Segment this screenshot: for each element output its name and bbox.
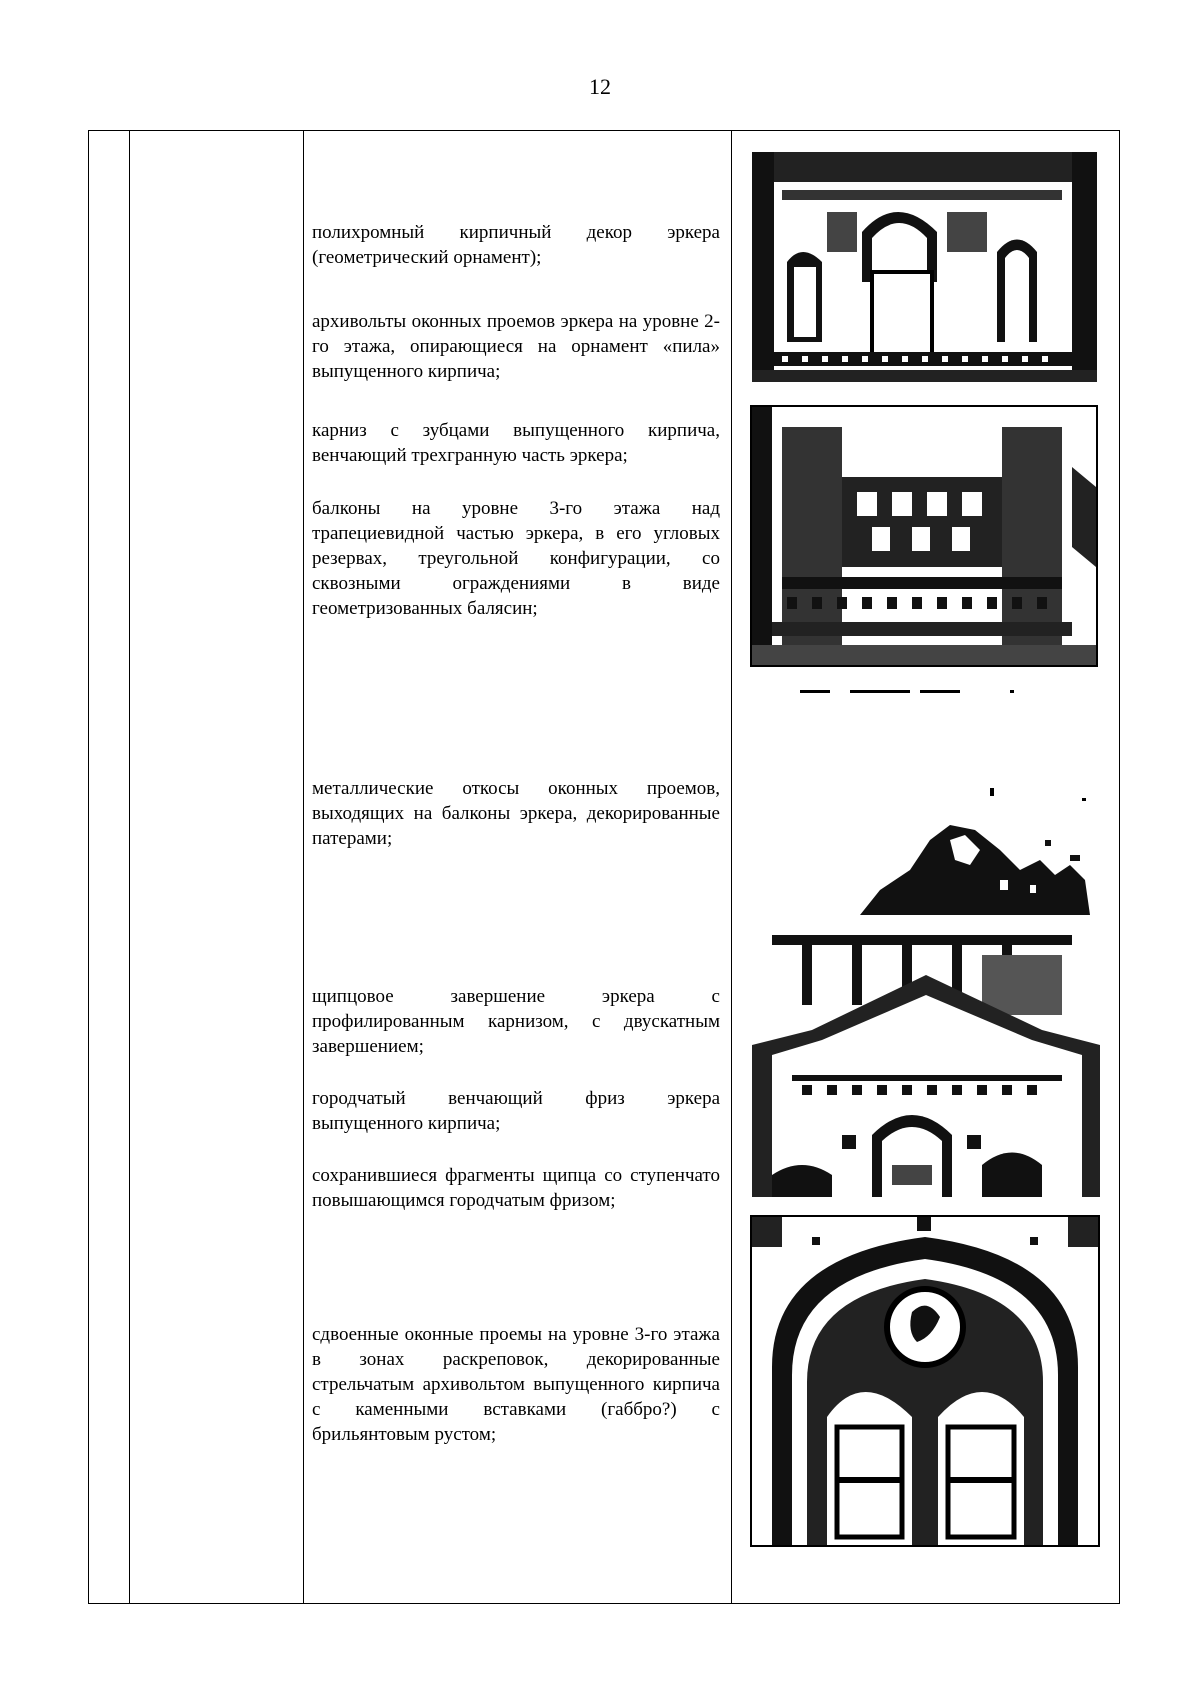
column-divider-1 bbox=[129, 131, 130, 1603]
paragraph-archivolts: архивольты оконных проемов эркера на уровне 2-го этажа, опирающиеся на орнамент «пила» выпущенного кирпича; bbox=[312, 311, 720, 382]
paragraph-metal-reveals: металлические откосы оконных проемов, выходящих на балконы эркера, декорированные патерами; bbox=[312, 778, 720, 849]
paragraph-cornice: карниз с зубцами выпущенного кирпича, венчающий трехгранную часть эркера; bbox=[312, 420, 720, 466]
paragraph-polychrome-decor: полихромный кирпичный декор эркера (геометрический орнамент); bbox=[312, 222, 720, 268]
paragraph-frieze: городчатый венчающий фриз эркера выпущенного кирпича; bbox=[312, 1088, 720, 1134]
paragraph-balconies: балконы на уровне 3-го этажа над трапециевидной частью эркера, в его угловых резервах, треугольной конфигурации, со сквозными ограждениями в виде геометризованных балясин; bbox=[312, 498, 720, 619]
photo-bay-balconies bbox=[750, 405, 1098, 667]
paragraph-twin-windows: сдвоенные оконные проемы на уровне 3-го этажа в зонах раскреповок, декорированные стрельчатым архивольтом выпущенного кирпича с каменными вставками (габбро?) с брильянтовым рустом; bbox=[312, 1324, 720, 1445]
column-divider-3 bbox=[731, 131, 732, 1603]
photo-twin-windows bbox=[750, 1215, 1100, 1547]
column-divider-2 bbox=[303, 131, 304, 1603]
photo-metal-reveals bbox=[800, 690, 1100, 915]
paragraph-gable: щипцовое завершение эркера с профилированным карнизом, с двускатным завершением; bbox=[312, 986, 720, 1057]
photo-gable bbox=[752, 935, 1100, 1197]
page-number: 12 bbox=[589, 74, 611, 99]
photo-bay-window-arches bbox=[752, 152, 1097, 382]
paragraph-gable-fragments: сохранившиеся фрагменты щипца со ступенчато повышающимся городчатым фризом; bbox=[312, 1165, 720, 1211]
